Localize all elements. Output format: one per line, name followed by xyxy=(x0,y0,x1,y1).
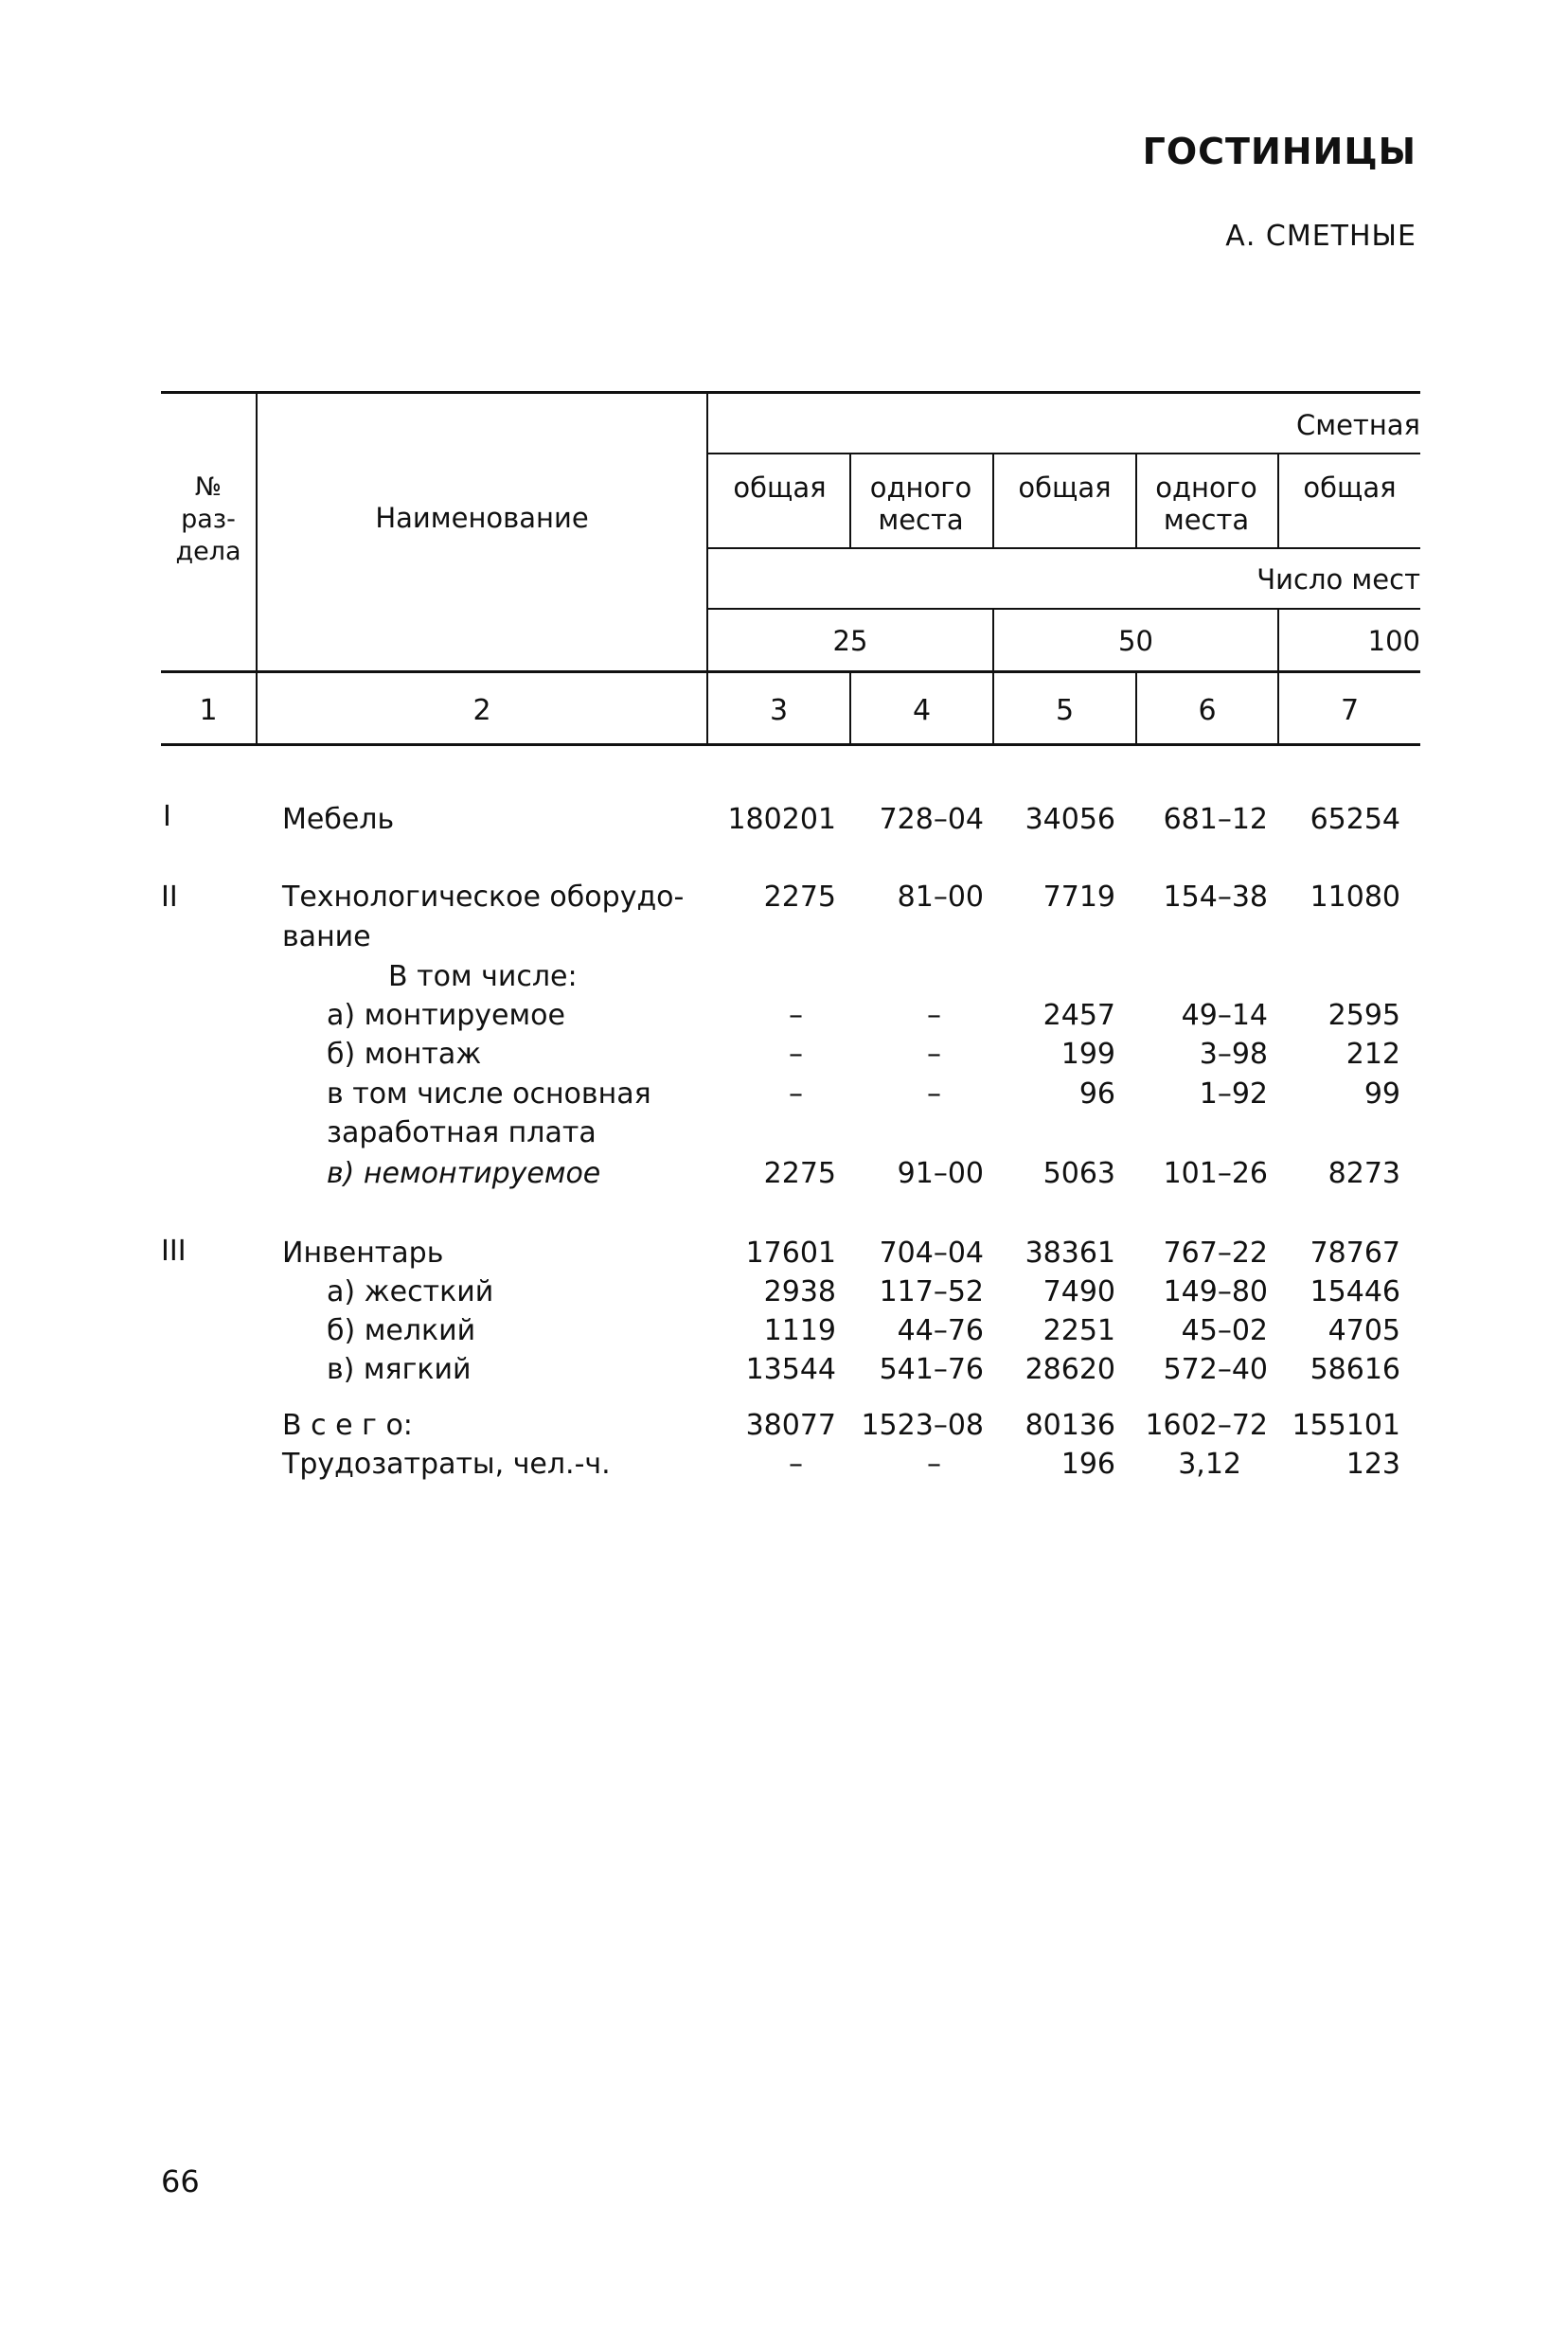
header-per-place-25: одного места xyxy=(869,472,972,536)
cell: 123 xyxy=(1345,1448,1400,1481)
cell: 44–76 xyxy=(897,1314,984,1347)
cell: 49–14 xyxy=(1181,999,1268,1032)
cell: – xyxy=(927,1077,941,1111)
cell: 34056 xyxy=(1025,803,1115,836)
cell: 5063 xyxy=(1042,1157,1115,1190)
cell: 65254 xyxy=(1310,803,1400,836)
cell: 45–02 xyxy=(1181,1314,1268,1347)
header-name: Наименование xyxy=(375,502,589,534)
cell: 1119 xyxy=(763,1314,836,1347)
cell: 2251 xyxy=(1042,1314,1115,1347)
cell: – xyxy=(789,1448,803,1481)
section-numeral: III xyxy=(161,1235,187,1268)
cell: 11080 xyxy=(1310,881,1400,914)
header-rule-subcols xyxy=(708,547,1420,549)
cell: 7490 xyxy=(1042,1275,1115,1308)
cell: 58616 xyxy=(1310,1353,1400,1386)
cell: 1523–08 xyxy=(861,1409,984,1442)
cell: 2457 xyxy=(1042,999,1115,1032)
header-rule-bottom xyxy=(161,670,1420,673)
cell: 8273 xyxy=(1327,1157,1400,1190)
header-places: Число мест xyxy=(1256,563,1420,596)
col-number: 7 xyxy=(1340,694,1360,727)
cell: 149–80 xyxy=(1163,1275,1268,1308)
cell: 1–92 xyxy=(1199,1077,1268,1111)
header-places-25: 25 xyxy=(832,625,868,657)
cell: – xyxy=(927,999,941,1032)
row-name-salary: в том числе основная xyxy=(327,1077,651,1111)
col-number: 4 xyxy=(912,694,932,727)
row-name-salary-cont: заработная плата xyxy=(327,1116,597,1149)
row-name-tech-cont: вание xyxy=(282,920,371,953)
cell: 15446 xyxy=(1310,1275,1400,1308)
header-total-50: общая xyxy=(1018,472,1112,504)
cell: 80136 xyxy=(1025,1409,1115,1442)
cell: – xyxy=(789,1077,803,1111)
header-total-100: общая xyxy=(1303,472,1397,504)
header-total-25: общая xyxy=(733,472,827,504)
cell: 155101 xyxy=(1292,1409,1400,1442)
row-name-total: В с е г о: xyxy=(282,1409,413,1442)
header-places-100: 100 xyxy=(1367,625,1420,657)
row-name-montage: б) монтаж xyxy=(327,1038,482,1071)
page-title: ГОСТИНИЦЫ xyxy=(1142,131,1417,172)
cell: 2275 xyxy=(763,881,836,914)
cell: 2275 xyxy=(763,1157,836,1190)
table-top-rule xyxy=(161,391,1420,394)
header-rule-estimated xyxy=(708,453,1420,454)
header-estimated: Сметная xyxy=(1295,409,1420,441)
header-per-place-50: одного места xyxy=(1155,472,1257,536)
cell: 704–04 xyxy=(879,1237,984,1270)
cell: 81–00 xyxy=(897,881,984,914)
cell: 3–98 xyxy=(1199,1038,1268,1071)
row-name-mounted: а) монтируемое xyxy=(327,999,565,1032)
cell: 7719 xyxy=(1042,881,1115,914)
row-name-including: В том числе: xyxy=(388,960,578,993)
col-number: 5 xyxy=(1055,694,1075,727)
cell: 17601 xyxy=(745,1237,836,1270)
page-subtitle: А. СМЕТНЫЕ xyxy=(1225,220,1417,253)
cell: 199 xyxy=(1060,1038,1115,1071)
cell: 154–38 xyxy=(1163,881,1268,914)
row-name-unmounted: в) немонтируемое xyxy=(327,1157,601,1190)
row-name-hard: а) жесткий xyxy=(327,1275,494,1308)
cell: 96 xyxy=(1078,1077,1115,1111)
cell: – xyxy=(927,1448,941,1481)
cell: 117–52 xyxy=(879,1275,984,1308)
row-name-tech: Технологическое оборудо- xyxy=(282,881,685,914)
vline-section xyxy=(256,391,258,746)
page-number: 66 xyxy=(161,2163,200,2199)
cell: 767–22 xyxy=(1163,1237,1268,1270)
col-number: 2 xyxy=(472,694,491,727)
vline-col4-top xyxy=(849,454,851,549)
cell: 212 xyxy=(1345,1038,1400,1071)
cell: 681–12 xyxy=(1163,803,1268,836)
section-numeral: I xyxy=(163,800,171,833)
col-number: 3 xyxy=(769,694,789,727)
header-places-50: 50 xyxy=(1118,625,1153,657)
row-name-soft: в) мягкий xyxy=(327,1353,472,1386)
cell: 28620 xyxy=(1025,1353,1115,1386)
cell: – xyxy=(789,999,803,1032)
cell: 91–00 xyxy=(897,1157,984,1190)
cell: 38361 xyxy=(1025,1237,1115,1270)
col-number: 6 xyxy=(1198,694,1217,727)
cell: 99 xyxy=(1363,1077,1400,1111)
vline-col6-top xyxy=(1135,454,1137,549)
cell: 196 xyxy=(1060,1448,1115,1481)
cell: 101–26 xyxy=(1163,1157,1268,1190)
cell: 541–76 xyxy=(879,1353,984,1386)
cell: 728–04 xyxy=(879,803,984,836)
cell: 78767 xyxy=(1310,1237,1400,1270)
row-name-inventory: Инвентарь xyxy=(282,1237,444,1270)
cell: 3,12 xyxy=(1178,1448,1241,1481)
col-number: 1 xyxy=(199,694,218,727)
cell: 4705 xyxy=(1327,1314,1400,1347)
section-numeral: II xyxy=(161,881,178,914)
header-rule-places xyxy=(708,608,1420,610)
cell: 180201 xyxy=(727,803,836,836)
row-name-labor: Трудозатраты, чел.-ч. xyxy=(282,1448,611,1481)
cell: – xyxy=(789,1038,803,1071)
cell: 572–40 xyxy=(1163,1353,1268,1386)
cell: 2595 xyxy=(1327,999,1400,1032)
cell: – xyxy=(927,1038,941,1071)
cell: 1602–72 xyxy=(1145,1409,1268,1442)
header-section-no: № раз-дела xyxy=(175,472,241,566)
cell: 13544 xyxy=(745,1353,836,1386)
vline-name xyxy=(706,391,708,746)
row-name-small: б) мелкий xyxy=(327,1314,476,1347)
row-name-furniture: Мебель xyxy=(282,803,395,836)
colnum-rule-bottom xyxy=(161,743,1420,746)
cell: 2938 xyxy=(763,1275,836,1308)
cell: 38077 xyxy=(745,1409,836,1442)
